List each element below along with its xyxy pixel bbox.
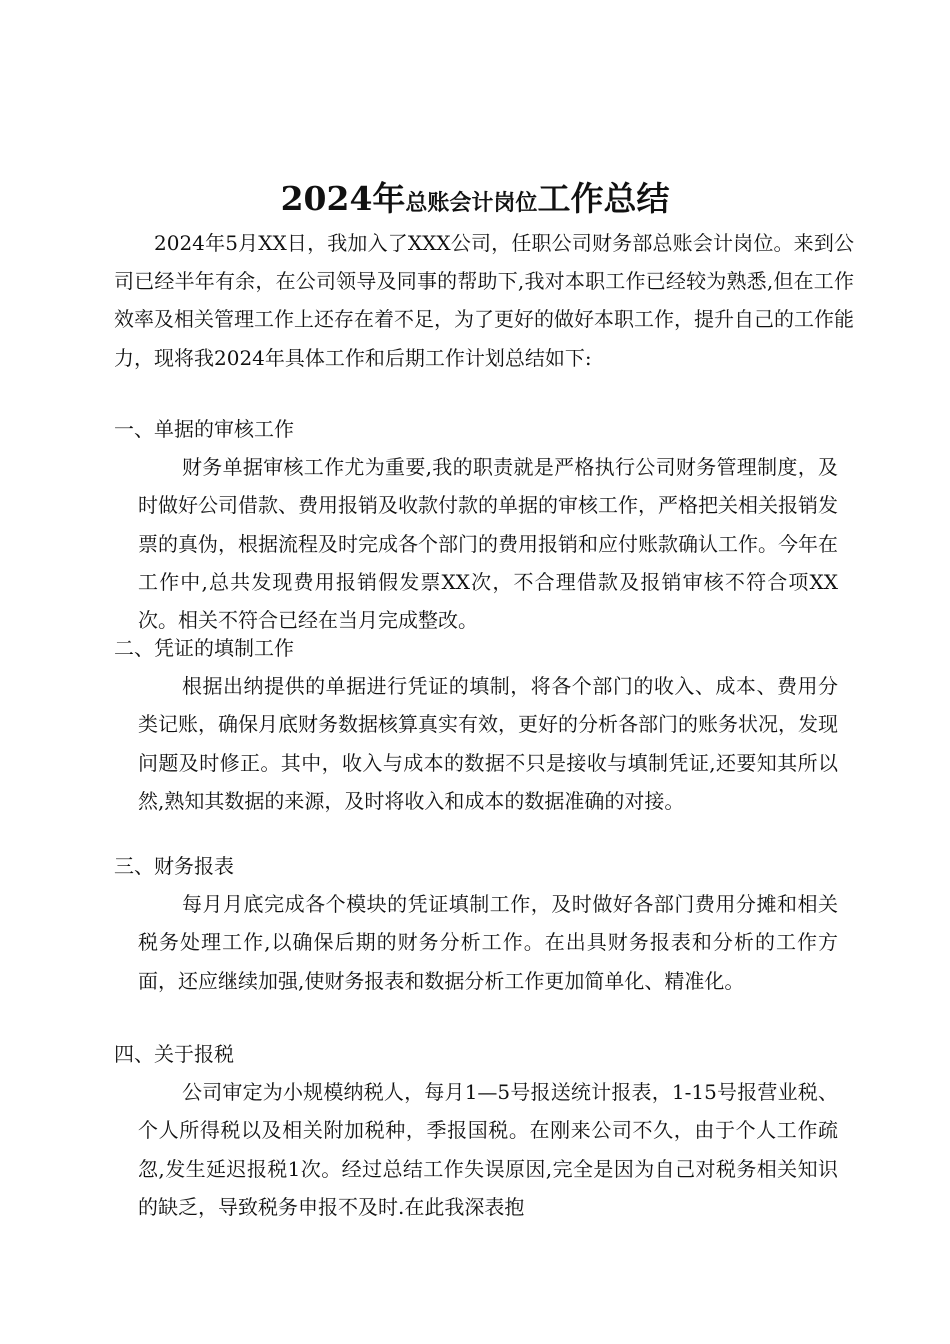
title-nian: 年 bbox=[372, 179, 406, 219]
title-year: 2024 bbox=[280, 179, 373, 219]
section-heading: 一、单据的审核工作 bbox=[114, 417, 294, 441]
section-body: 财务单据审核工作尤为重要,我的职责就是严格执行公司财务管理制度，及时做好公司借款、费用报销及收款付款的单据的审核工作，严格把关相关报销发票的真伪，根据流程及时完成各个部门的费用报销和应付账款确认工作。今年在工作中,总共发现费用报销假发票XX次，不合理借款及报销审核不符合项XX次。相关不符合已经在当月完成整改。 bbox=[138, 455, 838, 633]
section-heading: 四、关于报税 bbox=[114, 1042, 234, 1066]
title-position: 总账会计岗位 bbox=[405, 190, 538, 217]
section-heading: 三、财务报表 bbox=[114, 854, 234, 878]
section-financial-statements bbox=[114, 847, 854, 1000]
title-suffix: 工作总结 bbox=[537, 179, 670, 219]
section-body: 每月月底完成各个模块的凭证填制工作，及时做好各部门费用分摊和相关税务处理工作,以确保后期的财务分析工作。在出具财务报表和分析的工作方面，还应继续加强,使财务报表和数据分析工作更加简单化、精准化。 bbox=[138, 892, 838, 993]
section-document-review bbox=[114, 410, 854, 639]
document-title bbox=[0, 176, 950, 226]
intro-paragraph: 2024年5月XX日，我加入了XXX公司，任职公司财务部总账会计岗位。来到公司已经半年有余，在公司领导及同事的帮助下,我对本职工作已经较为熟悉,但在工作效率及相关管理工作上还存在着不足，为了更好的做好本职工作，提升自己的工作能力，现将我2024年具体工作和后期工作计划总结如下: bbox=[114, 231, 854, 370]
section-tax-filing bbox=[114, 1035, 854, 1226]
section-body: 公司审定为小规模纳税人，每月1—5号报送统计报表，1-15号报营业税、个人所得税以及相关附加税种，季报国税。在刚来公司不久，由于个人工作疏忽,发生延迟报税1次。经过总结工作失误原因,完全是因为自己对税务相关知识的缺乏，导致税务申报不及时.在此我深表抱 bbox=[138, 1080, 838, 1219]
section-body: 根据出纳提供的单据进行凭证的填制，将各个部门的收入、成本、费用分类记账，确保月底财务数据核算真实有效，更好的分析各部门的账务状况，发现问题及时修正。其中，收入与成本的数据不只是接收与填制凭证,还要知其所以然,熟知其数据的来源，及时将收入和成本的数据准确的对接。 bbox=[138, 674, 838, 813]
section-heading: 二、凭证的填制工作 bbox=[114, 636, 294, 660]
section-voucher-preparation bbox=[114, 629, 854, 820]
